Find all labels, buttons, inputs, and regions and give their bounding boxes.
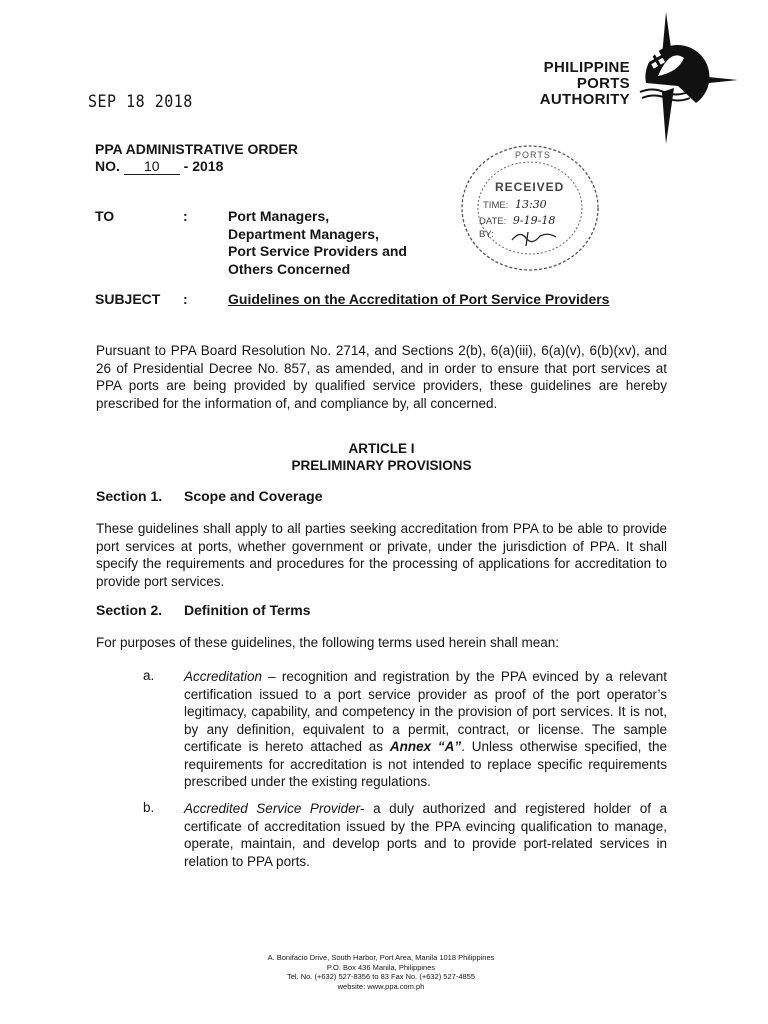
recipient-line: Department Managers, <box>228 225 379 242</box>
ppa-compass-logo-icon <box>618 8 743 148</box>
order-no-value: 10 <box>124 158 180 175</box>
stamp-ring-text: PORTS <box>515 150 551 160</box>
section-2-label: Section 2. <box>96 602 163 618</box>
to-label: TO <box>95 208 115 224</box>
stamp-date-value: 9-19-18 <box>512 214 556 227</box>
received-stamp <box>455 140 605 280</box>
article-title: PRELIMINARY PROVISIONS <box>291 458 472 473</box>
subject-label: SUBJECT <box>95 291 161 307</box>
logo-line-3: AUTHORITY <box>539 91 630 108</box>
stamp-title: RECEIVED <box>495 180 565 194</box>
recipient-line: Port Managers, <box>228 208 330 224</box>
footer-line: website: www.ppa.com.ph <box>337 981 425 991</box>
definition-text-after: . Unless otherwise specified, the requirements for accreditation is not intended to replace specific requirements prescribed under the existing regulations. <box>184 739 667 789</box>
recipient-line: Others Concerned <box>228 260 351 277</box>
definition-item <box>184 668 667 791</box>
definition-term: Accreditation <box>184 669 263 684</box>
definition-item <box>184 800 667 870</box>
to-colon: : <box>183 208 188 224</box>
date-stamp: SEP 18 2018 <box>88 90 193 112</box>
section-1-body: These guidelines shall apply to all parties seeking accreditation from PPA to be able to provide port services at ports, whether government or private, under the jurisdiction of PPA. It shall specify the requirements and procedures for the processing of applications for accreditation to provide port services. <box>96 521 667 589</box>
order-title: PPA ADMINISTRATIVE ORDER <box>95 141 299 157</box>
section-2-intro: For purposes of these guidelines, the following terms used herein shall mean: <box>96 635 560 650</box>
stamp-signature-icon <box>510 228 560 248</box>
definition-term: Accredited Service Provider <box>184 801 361 816</box>
order-no-suffix: - 2018 <box>183 158 224 174</box>
ppa-logo-text <box>505 60 630 108</box>
definition-text: – recognition and registration by the PPA evinced by a relevant certification issued to a port service provider as proof of the port operator’s legitimacy, capability, and competency in the provision of port services. It is not, by any definition, equivalent to a permit, contract, or license. The sample certificate is hereto attached as <box>184 669 667 754</box>
footer-line: A. Bonifacio Drive, South Harbor, Port Area, Manila 1018 Philippines <box>267 953 495 962</box>
footer-line: Tel. No. (+632) 527-8356 to 83 Fax No. (+632) 527-4855 <box>286 972 476 981</box>
stamp-time-value: 13:30 <box>514 198 547 211</box>
stamp-date-label: DATE: <box>479 216 507 227</box>
recipient-line: Port Service Providers and <box>228 243 407 259</box>
section-2-heading <box>96 602 311 618</box>
definition-text: - a duly authorized and registered holder of a certificate of accreditation issued by the PPA evincing qualification to manage, operate, maintain, and develop ports and to provide port-related services in relation to PPA ports. <box>184 801 667 869</box>
stamp-time-label: TIME: <box>483 200 509 211</box>
logo-line-2: PORTS <box>576 75 630 92</box>
definition-annex: Annex “A” <box>389 739 462 754</box>
section-1-heading <box>96 488 323 504</box>
preamble-paragraph: Pursuant to PPA Board Resolution No. 2714, and Sections 2(b), 6(a)(iii), 6(a)(v), 6(b)(xv), and 26 of Presidential Decree No. 857, as amended, and in order to ensure that port services at PPA ports are being provided by qualified service providers, these guidelines are hereby prescribed for the information of, and compliance by, all concerned. <box>96 343 667 411</box>
recipients-list <box>228 208 407 278</box>
logo-line-1: PHILIPPINE <box>543 59 630 76</box>
order-number <box>95 158 223 175</box>
subject-text: Guidelines on the Accreditation of Port Service Providers <box>228 291 610 307</box>
definition-letter: a. <box>143 668 155 683</box>
section-2-title: Definition of Terms <box>184 602 311 618</box>
section-1-label: Section 1. <box>96 488 163 504</box>
section-1-title: Scope and Coverage <box>184 488 323 504</box>
subject-colon: : <box>183 291 188 307</box>
stamp-by-label: BY: <box>479 229 494 240</box>
footer-line: P.O. Box 436 Manila, Philippines <box>326 962 436 972</box>
definition-letter: b. <box>143 800 155 815</box>
footer-address <box>200 953 562 991</box>
order-no-prefix: NO. <box>95 158 120 174</box>
article-number: ARTICLE I <box>348 441 415 456</box>
